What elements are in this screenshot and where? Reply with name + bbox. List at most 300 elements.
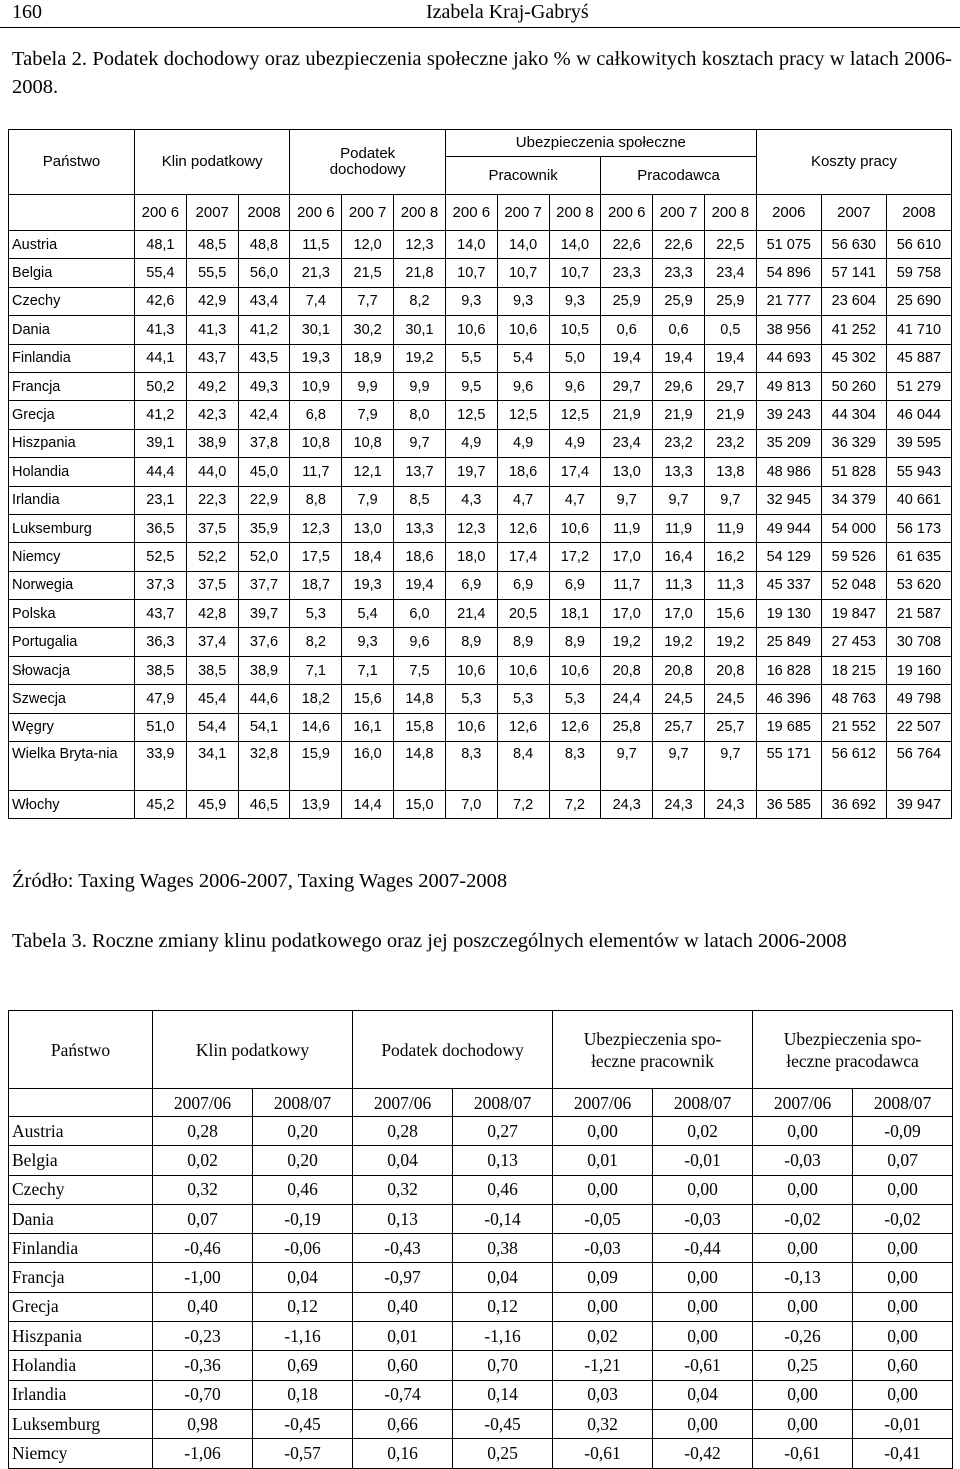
value-cell: 9,7	[704, 742, 756, 791]
value-cell: 19,4	[653, 344, 705, 372]
table-row	[9, 685, 952, 713]
value-cell: -1,16	[453, 1322, 553, 1351]
value-cell: 0,16	[353, 1439, 453, 1468]
value-cell: 0,04	[653, 1380, 753, 1409]
t2-year-empty-cell	[9, 195, 135, 231]
value-cell: 19,2	[394, 344, 446, 372]
value-cell: 15,8	[394, 713, 446, 741]
value-cell: 22,6	[601, 231, 653, 259]
value-cell: 19 847	[821, 600, 886, 628]
value-cell: 51 828	[821, 458, 886, 486]
value-cell: 9,9	[342, 372, 394, 400]
value-cell: 9,3	[549, 287, 601, 315]
value-cell: 13,9	[290, 791, 342, 819]
value-cell: 44,0	[186, 458, 238, 486]
value-cell: 51 279	[886, 372, 951, 400]
value-cell: 33,9	[134, 742, 186, 791]
country-cell: Dania	[9, 1204, 153, 1233]
country-cell: Francja	[9, 1263, 153, 1292]
t3-header-ss-employer	[753, 1011, 953, 1089]
value-cell: 52 048	[821, 571, 886, 599]
value-cell: 43,5	[238, 344, 290, 372]
value-cell: 9,7	[653, 742, 705, 791]
value-cell: 9,3	[445, 287, 497, 315]
t3-period-empty-cell	[9, 1089, 153, 1117]
value-cell: 13,7	[394, 458, 446, 486]
value-cell: 5,3	[290, 600, 342, 628]
value-cell: 45,9	[186, 791, 238, 819]
value-cell: 54,1	[238, 713, 290, 741]
value-cell: 24,3	[704, 791, 756, 819]
value-cell: 13,0	[342, 514, 394, 542]
value-cell: 54 896	[756, 259, 821, 287]
source-note: Źródło: Taxing Wages 2006-2007, Taxing Wages 2007-2008	[12, 870, 508, 892]
table-row	[9, 231, 952, 259]
value-cell: 16,1	[342, 713, 394, 741]
value-cell: 4,7	[497, 486, 549, 514]
value-cell: 14,8	[394, 685, 446, 713]
value-cell: 7,1	[342, 656, 394, 684]
value-cell: 0,00	[753, 1175, 853, 1204]
value-cell: 12,6	[497, 713, 549, 741]
value-cell: 38,5	[134, 656, 186, 684]
value-cell: -0,03	[553, 1234, 653, 1263]
value-cell: -1,00	[153, 1263, 253, 1292]
value-cell: 7,2	[497, 791, 549, 819]
t2-year-header: 200 7	[342, 195, 394, 231]
value-cell: 12,5	[549, 401, 601, 429]
value-cell: 19,2	[653, 628, 705, 656]
value-cell: 16 828	[756, 656, 821, 684]
value-cell: 0,02	[553, 1322, 653, 1351]
table3-caption: Tabela 3. Roczne zmiany klinu podatkowego oraz jej poszczególnych elementów w latach 2006-2008	[12, 930, 847, 952]
value-cell: 51,0	[134, 713, 186, 741]
value-cell: 0,6	[601, 316, 653, 344]
value-cell: 7,4	[290, 287, 342, 315]
value-cell: 13,3	[653, 458, 705, 486]
value-cell: 10,6	[497, 316, 549, 344]
t3-header-ss-employee-text: Ubezpieczenia spo-łeczne pracownik	[583, 1028, 722, 1071]
t2-header-social-security: Ubezpieczenia społeczne	[445, 130, 756, 157]
value-cell: 17,0	[601, 543, 653, 571]
value-cell: 23,4	[704, 259, 756, 287]
value-cell: 41 710	[886, 316, 951, 344]
t2-year-header: 2007	[186, 195, 238, 231]
value-cell: 10,6	[445, 316, 497, 344]
value-cell: 55 943	[886, 458, 951, 486]
value-cell: 16,2	[704, 543, 756, 571]
value-cell: 42,4	[238, 401, 290, 429]
value-cell: 8,4	[497, 742, 549, 791]
value-cell: 47,9	[134, 685, 186, 713]
value-cell: -0,26	[753, 1322, 853, 1351]
value-cell: 5,0	[549, 344, 601, 372]
value-cell: 19 160	[886, 656, 951, 684]
value-cell: 0,70	[453, 1351, 553, 1380]
value-cell: 49,3	[238, 372, 290, 400]
value-cell: 10,8	[290, 429, 342, 457]
value-cell: 54,4	[186, 713, 238, 741]
value-cell: 59 758	[886, 259, 951, 287]
value-cell: 0,03	[553, 1380, 653, 1409]
value-cell: 44 304	[821, 401, 886, 429]
value-cell: 0,00	[753, 1380, 853, 1409]
value-cell: 59 526	[821, 543, 886, 571]
value-cell: 24,3	[601, 791, 653, 819]
value-cell: 56 764	[886, 742, 951, 791]
value-cell: 0,6	[653, 316, 705, 344]
value-cell: -0,61	[653, 1351, 753, 1380]
table-row	[9, 316, 952, 344]
value-cell: 12,3	[290, 514, 342, 542]
value-cell: -0,02	[853, 1204, 953, 1233]
value-cell: 6,9	[497, 571, 549, 599]
value-cell: 39 243	[756, 401, 821, 429]
value-cell: -0,44	[653, 1234, 753, 1263]
value-cell: 35 209	[756, 429, 821, 457]
value-cell: 14,0	[549, 231, 601, 259]
value-cell: -0,06	[253, 1234, 353, 1263]
country-cell: Węgry	[9, 713, 135, 741]
value-cell: -0,97	[353, 1263, 453, 1292]
value-cell: 9,3	[497, 287, 549, 315]
value-cell: 30,1	[290, 316, 342, 344]
value-cell: 7,2	[549, 791, 601, 819]
value-cell: 44,4	[134, 458, 186, 486]
running-head-author: Izabela Kraj-Gabryś	[426, 1, 589, 23]
value-cell: 18 215	[821, 656, 886, 684]
country-cell: Hiszpania	[9, 1322, 153, 1351]
value-cell: 41 252	[821, 316, 886, 344]
value-cell: 14,6	[290, 713, 342, 741]
value-cell: 22 507	[886, 713, 951, 741]
value-cell: 9,6	[497, 372, 549, 400]
value-cell: 10,6	[549, 514, 601, 542]
value-cell: 36 329	[821, 429, 886, 457]
value-cell: 37,8	[238, 429, 290, 457]
value-cell: 12,3	[445, 514, 497, 542]
value-cell: 29,7	[704, 372, 756, 400]
value-cell: 5,5	[445, 344, 497, 372]
t2-year-row	[9, 195, 952, 231]
page-number: 160	[12, 1, 42, 23]
value-cell: -0,74	[353, 1380, 453, 1409]
value-cell: 50 260	[821, 372, 886, 400]
country-cell: Norwegia	[9, 571, 135, 599]
t2-header-labour-costs: Koszty pracy	[756, 130, 951, 195]
value-cell: 5,4	[497, 344, 549, 372]
value-cell: 19 130	[756, 600, 821, 628]
value-cell: 0,46	[453, 1175, 553, 1204]
value-cell: 0,69	[253, 1351, 353, 1380]
value-cell: 11,9	[653, 514, 705, 542]
value-cell: 18,6	[497, 458, 549, 486]
value-cell: 9,7	[601, 742, 653, 791]
value-cell: 21,5	[342, 259, 394, 287]
table-row	[9, 1234, 953, 1263]
value-cell: 0,13	[353, 1204, 453, 1233]
value-cell: 16,0	[342, 742, 394, 791]
value-cell: -0,70	[153, 1380, 253, 1409]
value-cell: 0,00	[753, 1117, 853, 1146]
value-cell: 43,7	[134, 600, 186, 628]
value-cell: 5,4	[342, 600, 394, 628]
value-cell: 19,2	[704, 628, 756, 656]
value-cell: 0,5	[704, 316, 756, 344]
country-cell: Grecja	[9, 401, 135, 429]
table-row	[9, 1409, 953, 1438]
table-row	[9, 656, 952, 684]
value-cell: 8,9	[549, 628, 601, 656]
value-cell: 4,7	[549, 486, 601, 514]
country-cell: Austria	[9, 231, 135, 259]
value-cell: 43,7	[186, 344, 238, 372]
value-cell: 27 453	[821, 628, 886, 656]
t2-year-header: 200 8	[549, 195, 601, 231]
value-cell: -0,45	[453, 1409, 553, 1438]
value-cell: 15,6	[342, 685, 394, 713]
value-cell: 10,6	[549, 656, 601, 684]
value-cell: 17,5	[290, 543, 342, 571]
value-cell: 46 396	[756, 685, 821, 713]
value-cell: 10,7	[497, 259, 549, 287]
value-cell: 0,27	[453, 1117, 553, 1146]
value-cell: 0,00	[853, 1322, 953, 1351]
value-cell: 22,6	[653, 231, 705, 259]
value-cell: 18,4	[342, 543, 394, 571]
value-cell: 0,00	[553, 1292, 653, 1321]
table-row	[9, 514, 952, 542]
value-cell: 10,7	[445, 259, 497, 287]
value-cell: 38 956	[756, 316, 821, 344]
value-cell: 18,1	[549, 600, 601, 628]
table-row	[9, 1380, 953, 1409]
table-row	[9, 458, 952, 486]
value-cell: 37,3	[134, 571, 186, 599]
value-cell: 0,32	[553, 1409, 653, 1438]
value-cell: 6,9	[445, 571, 497, 599]
value-cell: 0,00	[553, 1175, 653, 1204]
value-cell: 32 945	[756, 486, 821, 514]
value-cell: 0,02	[153, 1146, 253, 1175]
t3-period-header: 2008/07	[253, 1089, 353, 1117]
value-cell: 20,5	[497, 600, 549, 628]
value-cell: 12,5	[445, 401, 497, 429]
value-cell: 19,4	[704, 344, 756, 372]
table-row	[9, 372, 952, 400]
value-cell: 8,9	[445, 628, 497, 656]
country-cell: Holandia	[9, 458, 135, 486]
value-cell: 49 944	[756, 514, 821, 542]
value-cell: 0,09	[553, 1263, 653, 1292]
t3-period-header: 2008/07	[653, 1089, 753, 1117]
value-cell: 40 661	[886, 486, 951, 514]
value-cell: 44 693	[756, 344, 821, 372]
value-cell: 23,2	[653, 429, 705, 457]
table-row	[9, 486, 952, 514]
value-cell: 0,12	[453, 1292, 553, 1321]
table-row	[9, 1263, 953, 1292]
value-cell: 55,5	[186, 259, 238, 287]
country-cell: Wielka Bryta-nia	[9, 742, 135, 791]
value-cell: 0,00	[853, 1292, 953, 1321]
value-cell: 36 692	[821, 791, 886, 819]
t3-header-ss-employer-text: Ubezpieczenia spo-łeczne pracodawca	[783, 1028, 922, 1071]
value-cell: 41,3	[134, 316, 186, 344]
value-cell: 0,20	[253, 1117, 353, 1146]
value-cell: 19,2	[601, 628, 653, 656]
value-cell: 30,2	[342, 316, 394, 344]
country-cell: Polska	[9, 600, 135, 628]
value-cell: 45,4	[186, 685, 238, 713]
value-cell: -0,43	[353, 1234, 453, 1263]
value-cell: 11,9	[601, 514, 653, 542]
value-cell: 21 777	[756, 287, 821, 315]
value-cell: 23,2	[704, 429, 756, 457]
value-cell: 9,5	[445, 372, 497, 400]
value-cell: 0,32	[353, 1175, 453, 1204]
value-cell: 17,4	[549, 458, 601, 486]
value-cell: 7,5	[394, 656, 446, 684]
value-cell: -0,42	[653, 1439, 753, 1468]
value-cell: 0,25	[453, 1439, 553, 1468]
value-cell: 34 379	[821, 486, 886, 514]
table-row	[9, 1292, 953, 1321]
running-head	[0, 0, 960, 28]
value-cell: 39 595	[886, 429, 951, 457]
value-cell: 21,9	[601, 401, 653, 429]
value-cell: 30 708	[886, 628, 951, 656]
value-cell: 18,6	[394, 543, 446, 571]
value-cell: 21,9	[704, 401, 756, 429]
value-cell: 9,6	[549, 372, 601, 400]
value-cell: 38,5	[186, 656, 238, 684]
value-cell: 39,1	[134, 429, 186, 457]
value-cell: 19,4	[601, 344, 653, 372]
value-cell: 15,0	[394, 791, 446, 819]
value-cell: -0,41	[853, 1439, 953, 1468]
value-cell: 10,7	[549, 259, 601, 287]
value-cell: 0,00	[653, 1175, 753, 1204]
value-cell: 38,9	[238, 656, 290, 684]
value-cell: 10,9	[290, 372, 342, 400]
country-cell: Niemcy	[9, 1439, 153, 1468]
value-cell: 0,13	[453, 1146, 553, 1175]
table-row	[9, 571, 952, 599]
value-cell: 53 620	[886, 571, 951, 599]
value-cell: 10,5	[549, 316, 601, 344]
value-cell: -1,16	[253, 1322, 353, 1351]
value-cell: 36,5	[134, 514, 186, 542]
value-cell: 0,60	[853, 1351, 953, 1380]
value-cell: -0,57	[253, 1439, 353, 1468]
value-cell: -0,23	[153, 1322, 253, 1351]
value-cell: 0,66	[353, 1409, 453, 1438]
value-cell: 0,00	[653, 1292, 753, 1321]
value-cell: 21,8	[394, 259, 446, 287]
table-row	[9, 713, 952, 741]
value-cell: 41,2	[134, 401, 186, 429]
value-cell: 0,00	[853, 1380, 953, 1409]
t2-year-header: 200 8	[704, 195, 756, 231]
country-cell: Portugalia	[9, 628, 135, 656]
value-cell: 0,98	[153, 1409, 253, 1438]
value-cell: 23,4	[601, 429, 653, 457]
value-cell: -0,03	[753, 1146, 853, 1175]
t3-period-header: 2008/07	[453, 1089, 553, 1117]
t2-header-employer: Pracodawca	[601, 157, 756, 195]
value-cell: 18,0	[445, 543, 497, 571]
country-cell: Francja	[9, 372, 135, 400]
country-cell: Irlandia	[9, 1380, 153, 1409]
value-cell: 8,3	[445, 742, 497, 791]
value-cell: 0,00	[753, 1292, 853, 1321]
value-cell: 14,0	[445, 231, 497, 259]
value-cell: 44,1	[134, 344, 186, 372]
country-cell: Grecja	[9, 1292, 153, 1321]
value-cell: 35,9	[238, 514, 290, 542]
t2-header-income-tax-text: Podatek dochodowy	[329, 145, 406, 178]
value-cell: 15,9	[290, 742, 342, 791]
value-cell: 0,14	[453, 1380, 553, 1409]
value-cell: 6,9	[549, 571, 601, 599]
value-cell: 24,4	[601, 685, 653, 713]
value-cell: 52,2	[186, 543, 238, 571]
value-cell: -0,61	[753, 1439, 853, 1468]
value-cell: 29,6	[653, 372, 705, 400]
table-row	[9, 1117, 953, 1146]
value-cell: 0,28	[153, 1117, 253, 1146]
t2-header-employee: Pracownik	[445, 157, 600, 195]
value-cell: 9,7	[704, 486, 756, 514]
value-cell: 39,7	[238, 600, 290, 628]
value-cell: 42,3	[186, 401, 238, 429]
value-cell: 45 887	[886, 344, 951, 372]
value-cell: 0,00	[653, 1409, 753, 1438]
value-cell: 38,9	[186, 429, 238, 457]
t3-period-row	[9, 1089, 953, 1117]
t3-header-country: Państwo	[9, 1011, 153, 1089]
t3-period-header: 2007/06	[553, 1089, 653, 1117]
value-cell: 0,07	[853, 1146, 953, 1175]
country-cell: Finlandia	[9, 1234, 153, 1263]
value-cell: 45,0	[238, 458, 290, 486]
value-cell: 19,3	[290, 344, 342, 372]
value-cell: 8,3	[549, 742, 601, 791]
value-cell: 42,8	[186, 600, 238, 628]
value-cell: 48,5	[186, 231, 238, 259]
value-cell: 18,7	[290, 571, 342, 599]
value-cell: 21 587	[886, 600, 951, 628]
table-row	[9, 287, 952, 315]
value-cell: 17,0	[653, 600, 705, 628]
table-row	[9, 1204, 953, 1233]
table-row	[9, 1351, 953, 1380]
value-cell: 22,3	[186, 486, 238, 514]
value-cell: 0,00	[553, 1117, 653, 1146]
country-cell: Luksemburg	[9, 514, 135, 542]
value-cell: -1,06	[153, 1439, 253, 1468]
value-cell: 49 798	[886, 685, 951, 713]
t3-header-ss-employee	[553, 1011, 753, 1089]
value-cell: 36 585	[756, 791, 821, 819]
t2-header-country: Państwo	[9, 130, 135, 195]
value-cell: 56 610	[886, 231, 951, 259]
value-cell: 0,46	[253, 1175, 353, 1204]
value-cell: 36,3	[134, 628, 186, 656]
value-cell: 0,00	[853, 1263, 953, 1292]
table-row	[9, 600, 952, 628]
